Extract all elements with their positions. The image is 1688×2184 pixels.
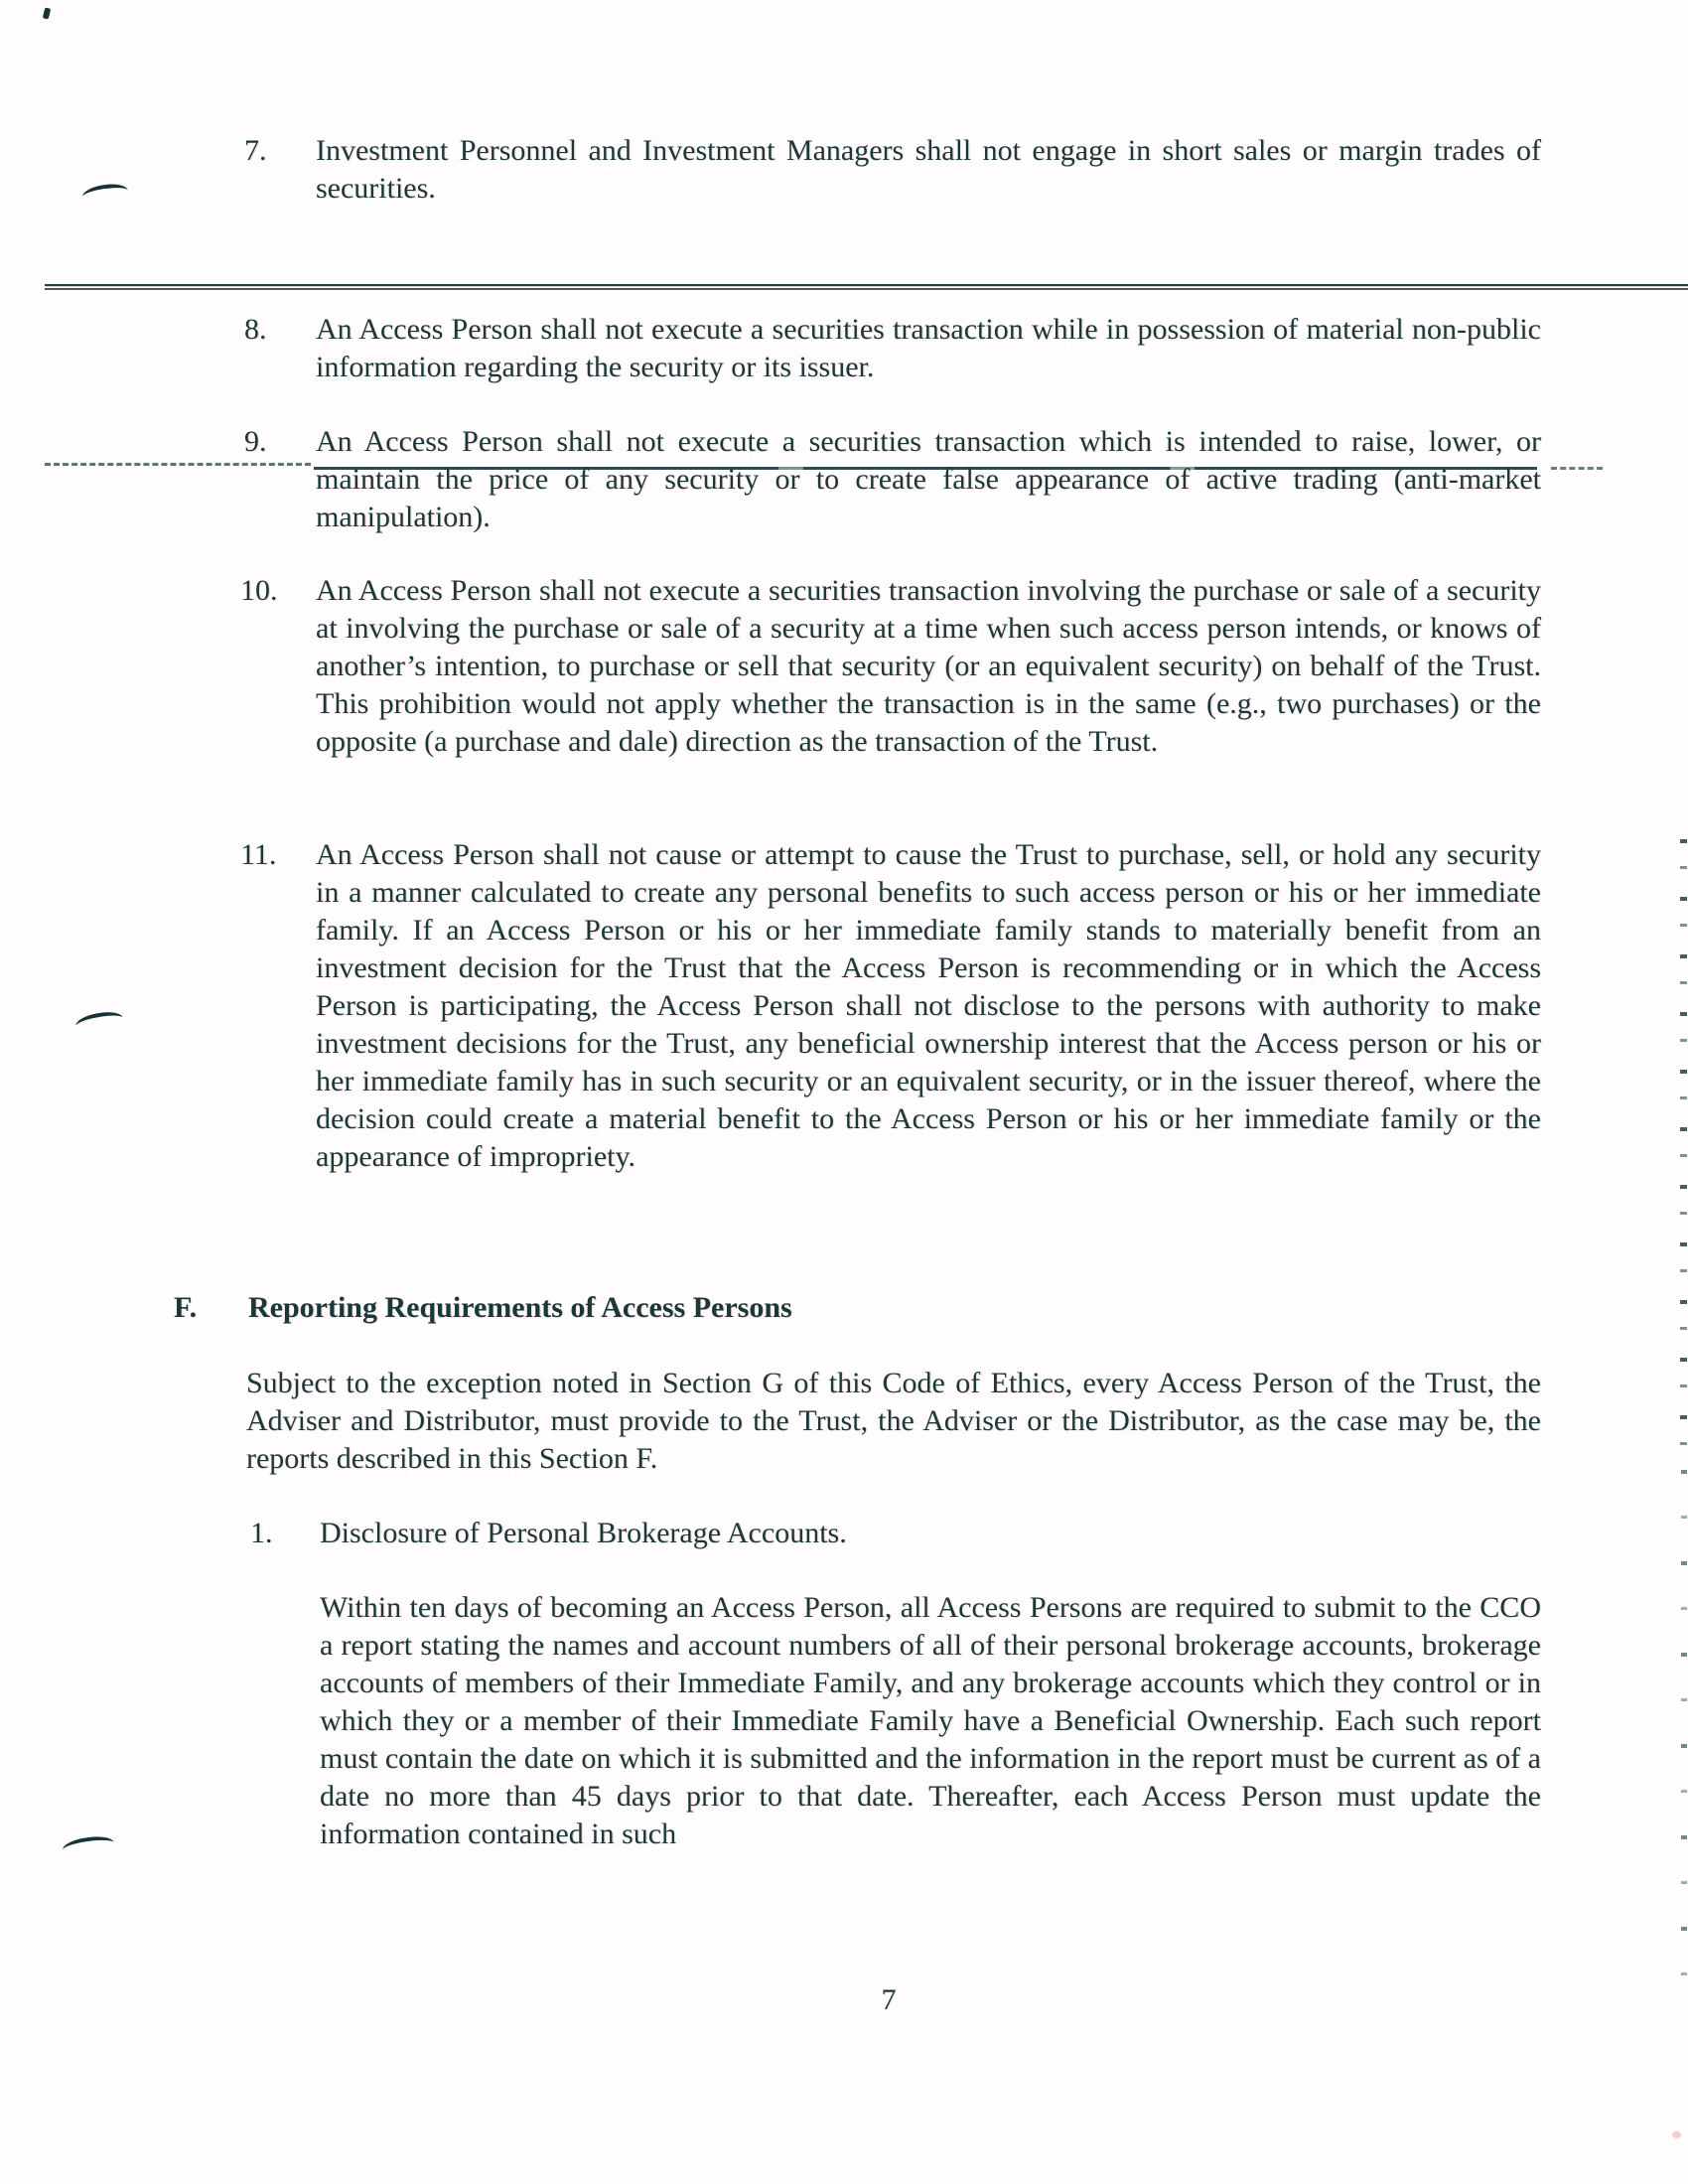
list-number-10: 10.: [240, 574, 278, 607]
strikethrough-dash-left: [45, 463, 311, 466]
list-item-10-text: An Access Person shall not execute a securities transaction involving the purchase or sale of a security at involving the purchase or sale of a security at a time when such access person intends, or knows of another’s intention, to purchase or sell that security (or an equivalent security) on behalf of the Trust. This prohibition would not apply whether the transaction is in the same (e.g., two purchases) or the opposite (a purchase and dale) direction as the transaction of the Trust.: [316, 574, 1541, 758]
list-number-9: 9.: [244, 425, 267, 458]
list-item-8-text: An Access Person shall not execute a securities transaction while in possession of material non-public information regarding the security or its issuer.: [316, 313, 1541, 383]
sub-item-body-paragraph: Within ten days of becoming an Access Person, all Access Persons are required to submit to the CCO a report stating the names and account numbers of all of their personal brokerage accounts, brokerage accounts of members of their Immediate Family, and any brokerage accounts which they control or in which they or a member of their Immediate Family have a Beneficial Ownership. Each such report must contain the date on which it is submitted and the information in the report must be current as of a date no more than 45 days prior to that date. Thereafter, each Access Person must update the information contained in such: [320, 1591, 1541, 1850]
page-number: 7: [881, 1983, 897, 2016]
pen-arc-mark-icon: [74, 1009, 124, 1035]
scan-speck-icon: [43, 7, 51, 19]
page-edge-noise: [1680, 839, 1687, 1455]
section-intro-paragraph: Subject to the exception noted in Section G of this Code of Ethics, every Access Person of the Trust, the Adviser and Distributor, must provide to the Trust, the Adviser or the Distributor, as the case may be, the reports described in this Section F.: [246, 1367, 1541, 1475]
list-item-11-text: An Access Person shall not cause or attempt to cause the Trust to purchase, sell, or hold any security in a manner calculated to create any personal benefits to such access person or his or her immediate family. If an Access Person or his or her immediate family stands to materially benefit from an investment decision for the Trust that the Access Person is recommending or in which the Access Person is participating, the Access Person shall not disclose to the persons with authority to make investment decisions for the Trust, any beneficial ownership interest that the Access person or his or her immediate family has in such security or an equivalent security, or in the issuer thereof, where the decision could create a material benefit to the Access Person or his or her immediate family or the appearance of impropriety.: [316, 838, 1541, 1173]
scan-speck-icon: [1672, 2131, 1681, 2138]
list-number-7: 7.: [244, 134, 267, 167]
list-number-8: 8.: [244, 313, 267, 346]
section-heading: Reporting Requirements of Access Persons: [248, 1291, 792, 1324]
sub-item-title: Disclosure of Personal Brokerage Accounts.: [320, 1517, 847, 1549]
section-letter: F.: [174, 1291, 198, 1324]
list-item-9-text: An Access Person shall not execute a securities transaction which is intended to raise, lower, or maintain the price of any security or to create false appearance of active trading (anti-market manipulation).: [316, 425, 1541, 533]
sub-item-number-1: 1.: [250, 1517, 273, 1549]
list-number-11: 11.: [240, 838, 277, 871]
horizontal-rule: [45, 284, 1688, 291]
pen-arc-mark-icon: [81, 182, 129, 206]
page-edge-noise: [1681, 1470, 1687, 1976]
list-item-7-text: Investment Personnel and Investment Managers shall not engage in short sales or margin trades of securities.: [316, 134, 1541, 205]
pen-arc-mark-icon: [62, 1833, 115, 1858]
strikethrough-dash-right: [1551, 467, 1603, 470]
